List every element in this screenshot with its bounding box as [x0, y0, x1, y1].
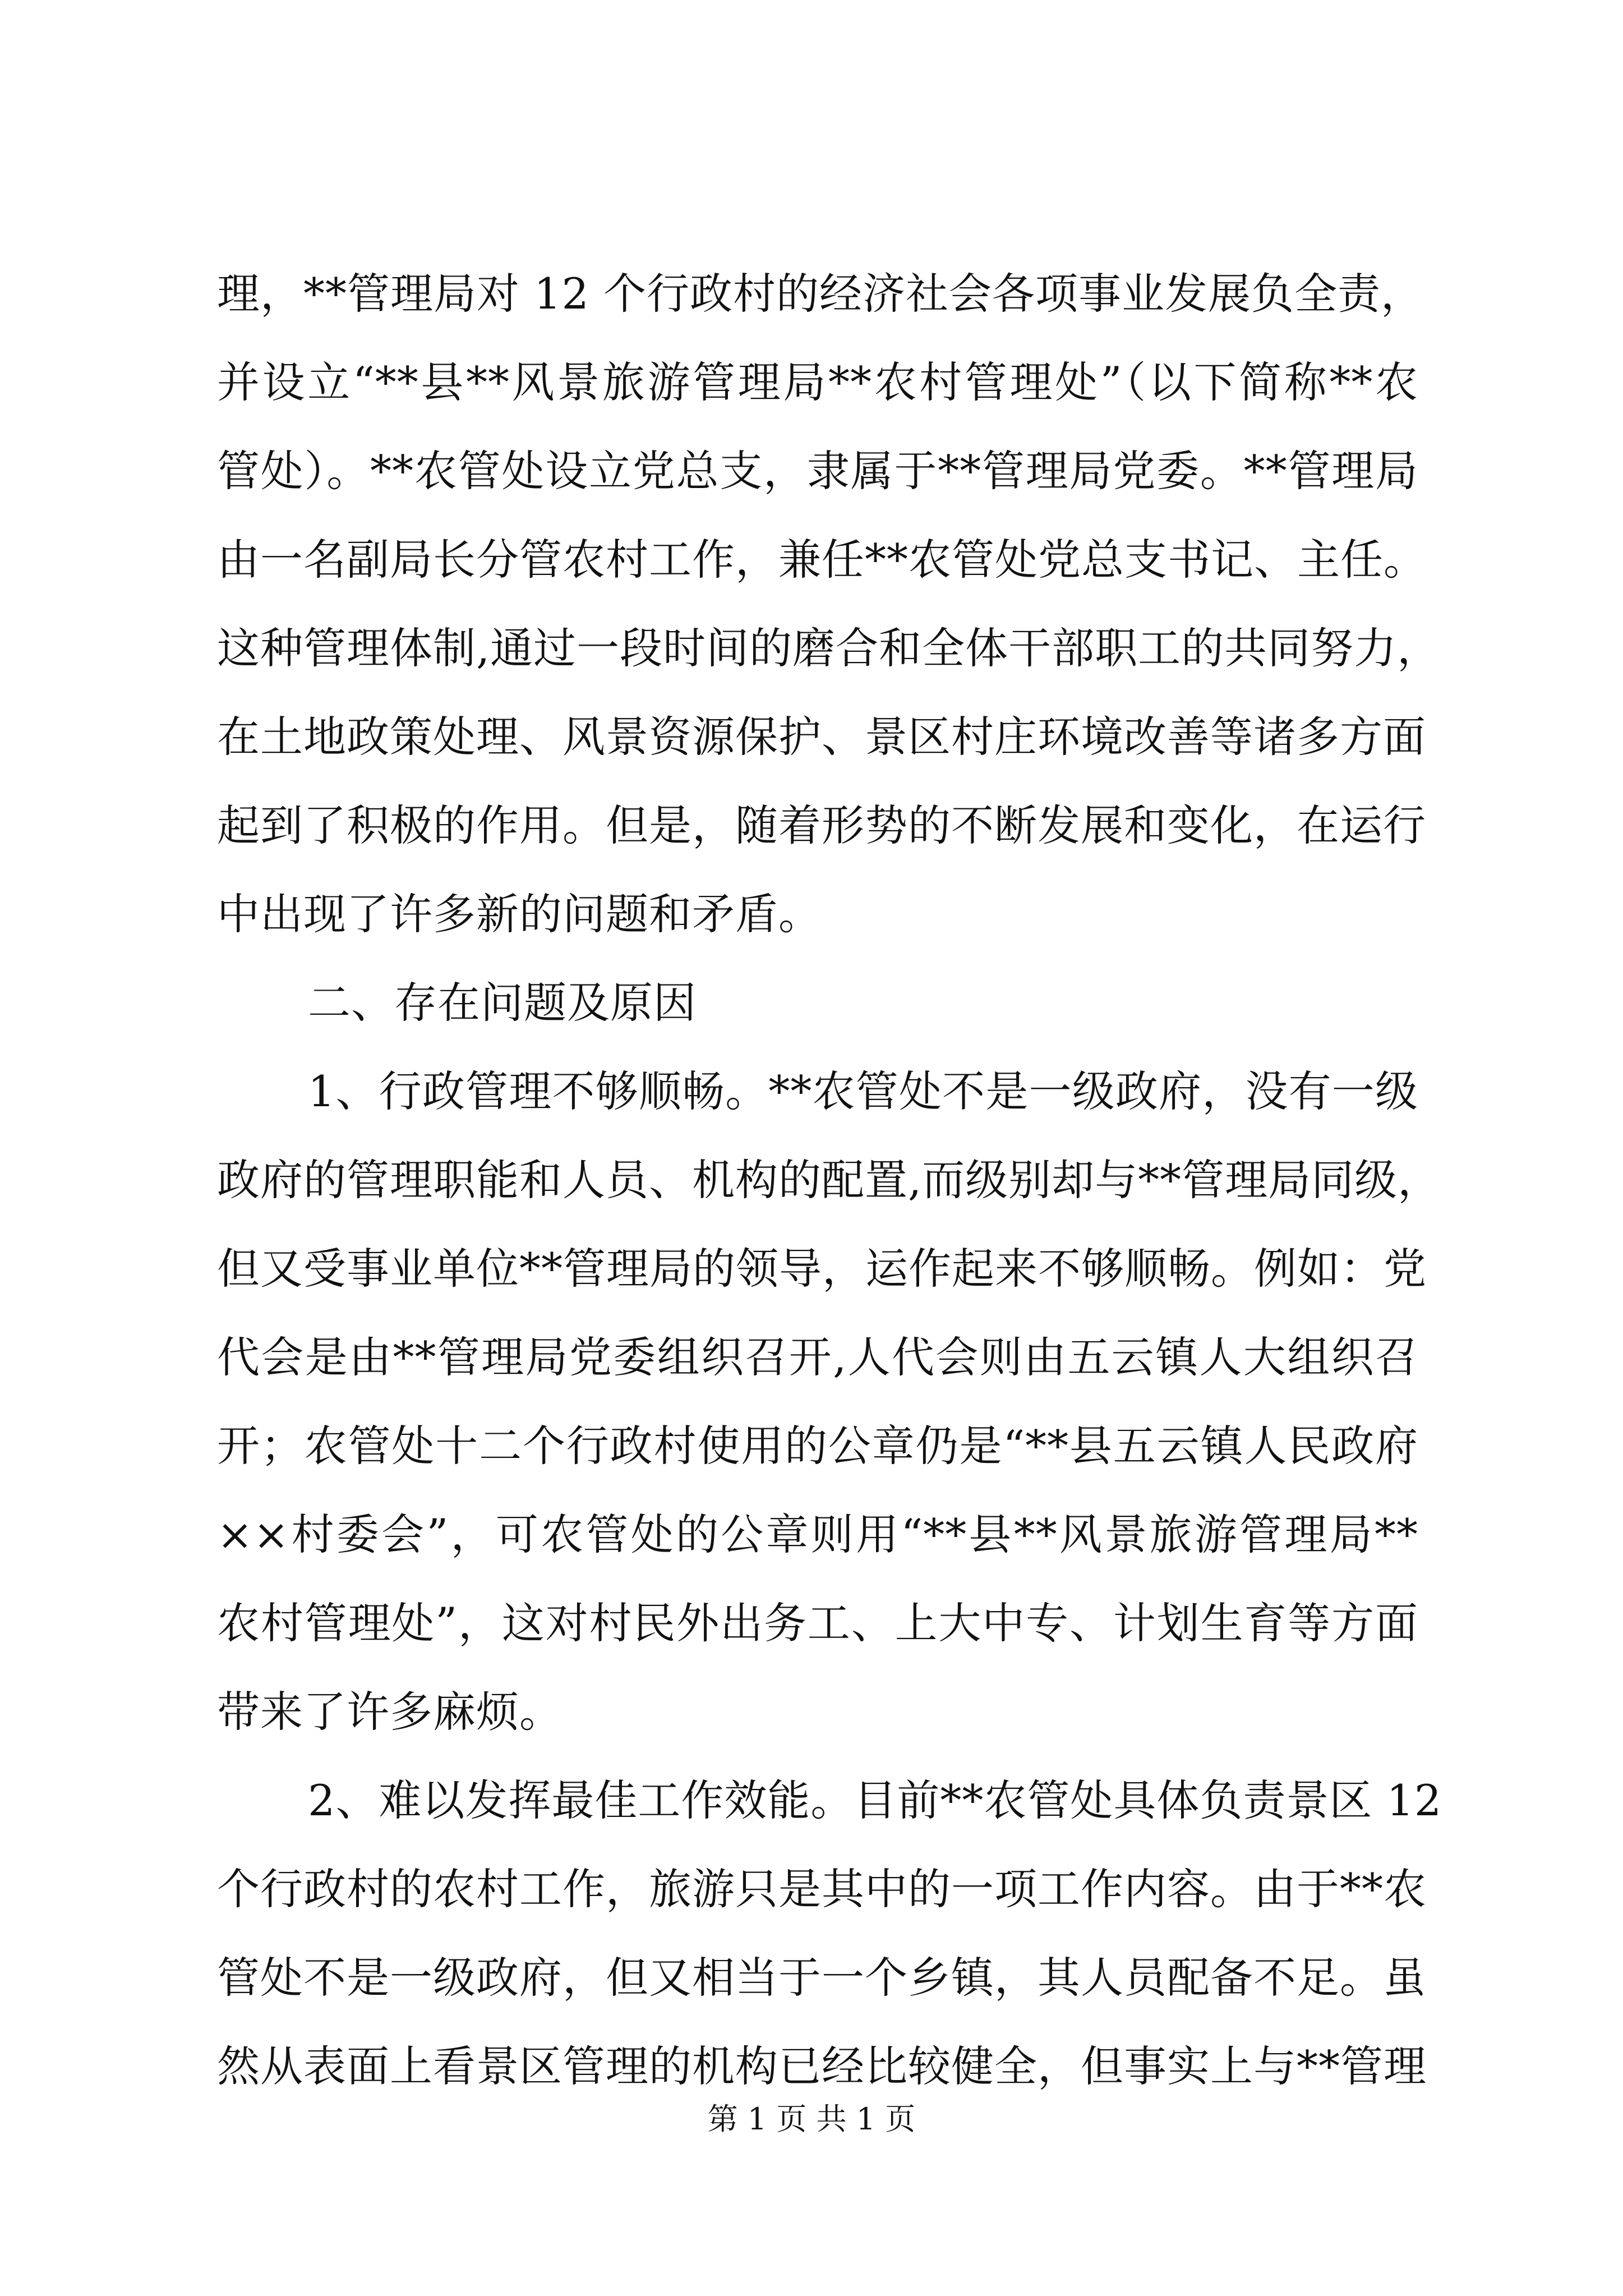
- text-line: 这种管理体制,通过一段时间的磨合和全体干部职工的共同努力，: [217, 623, 1441, 673]
- section-heading: 二、存在问题及原因: [308, 978, 697, 1028]
- page-footer: 第 1 页 共 1 页: [707, 2101, 916, 2137]
- text-line: ××村委会”，可农管处的公章则用“**县**风景旅游管理局**: [217, 1510, 1418, 1559]
- text-line: 管处）。**农管处设立党总支，隶属于**管理局党委。**管理局: [217, 446, 1418, 496]
- text-line: 带来了许多麻烦。: [217, 1687, 562, 1737]
- text-line: 由一名副局长分管农村工作，兼任**农管处党总支书记、主任。: [217, 535, 1427, 585]
- text-line: 理，**管理局对 12 个行政村的经济社会各项事业发展负全责，: [217, 269, 1424, 319]
- text-line: 中出现了许多新的问题和矛盾。: [217, 889, 822, 939]
- text-line: 开；农管处十二个行政村使用的公章仍是“**县五云镇人民政府: [217, 1421, 1418, 1471]
- text-line: 并设立“**县**风景旅游管理局**农村管理处”（以下简称**农: [217, 357, 1418, 407]
- document-body: [217, 250, 1442, 2111]
- text-line: 代会是由**管理局党委组织召开,人代会则由五云镇人大组织召: [217, 1332, 1418, 1382]
- text-line: 在土地政策处理、风景资源保护、景区村庄环境改善等诸多方面: [217, 712, 1426, 762]
- text-line: 2、难以发挥最佳工作效能。目前**农管处具体负责景区 12: [308, 1775, 1442, 1825]
- text-line: 管处不是一级政府，但又相当于一个乡镇，其人员配备不足。虽: [217, 1953, 1426, 2003]
- text-line: 然从表面上看景区管理的机构已经比较健全，但事实上与**管理: [217, 2041, 1427, 2091]
- text-line: 政府的管理职能和人员、机构的配置,而级别却与**管理局同级，: [217, 1155, 1441, 1205]
- text-line: 但又受事业单位**管理局的领导，运作起来不够顺畅。例如：党: [217, 1244, 1427, 1294]
- text-line: 农村管理处”，这对村民外出务工、上大中专、计划生育等方面: [217, 1598, 1418, 1648]
- text-line: 1、行政管理不够顺畅。**农管处不是一级政府，没有一级: [308, 1066, 1418, 1116]
- text-line: 起到了积极的作用。但是，随着形势的不断发展和变化，在运行: [217, 800, 1426, 850]
- text-line: 个行政村的农村工作，旅游只是其中的一项工作内容。由于**农: [217, 1864, 1427, 1914]
